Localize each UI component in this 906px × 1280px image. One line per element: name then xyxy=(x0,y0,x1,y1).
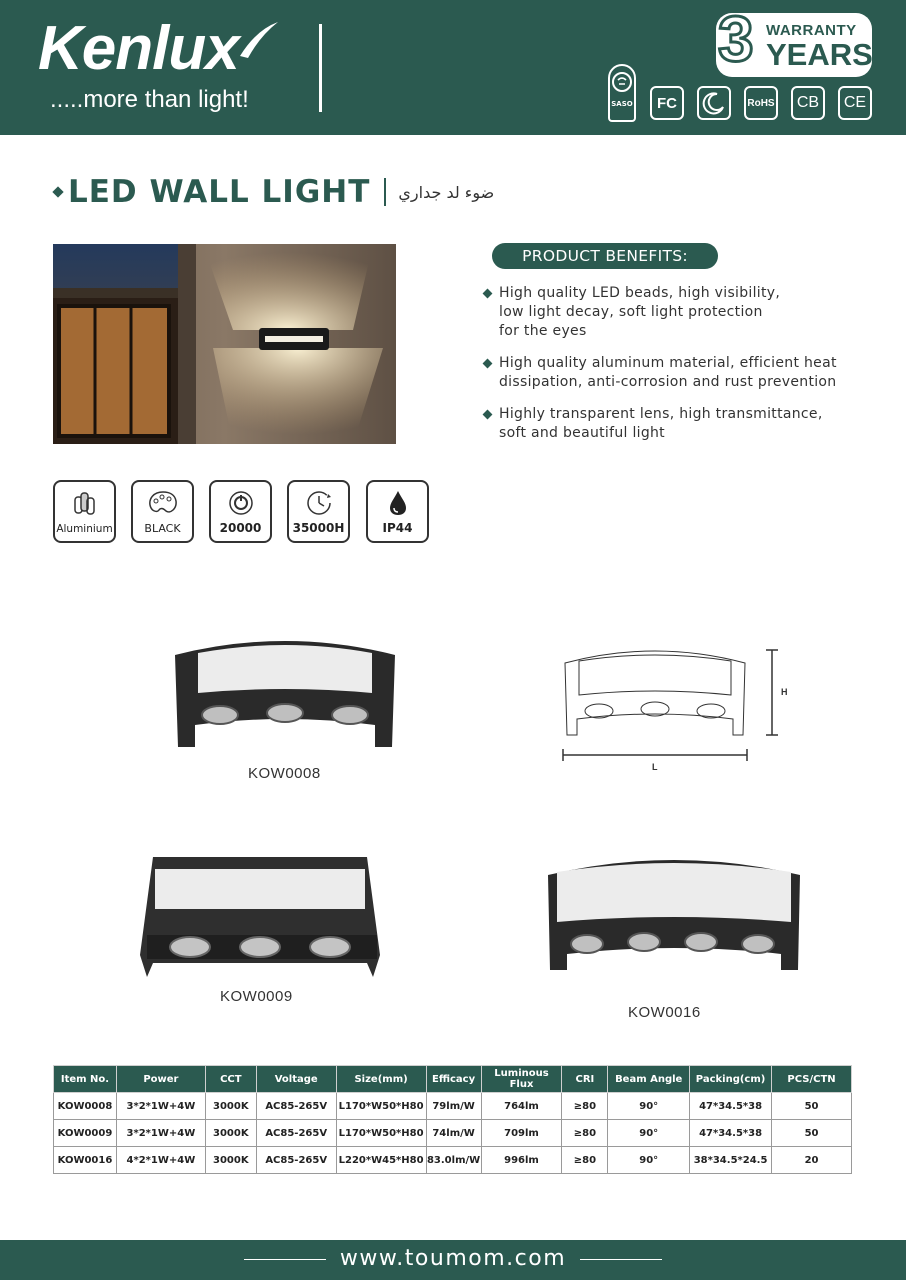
table-cell: 83.0lm/W xyxy=(426,1147,481,1174)
title-separator xyxy=(384,178,386,206)
brand-tagline: .....more than light! xyxy=(50,86,249,113)
table-cell: 90° xyxy=(608,1147,690,1174)
table-cell: L170*W50*H80 xyxy=(336,1093,426,1120)
column-header: Luminous Flux xyxy=(481,1066,562,1093)
table-cell: AC85-265V xyxy=(256,1120,336,1147)
moon-cert-icon xyxy=(697,86,731,120)
dimension-drawing xyxy=(555,645,795,779)
table-cell: 4*2*1W+4W xyxy=(116,1147,205,1174)
water-drop-icon xyxy=(384,489,412,517)
feature-lifetime xyxy=(287,480,350,543)
column-header: Voltage xyxy=(256,1066,336,1093)
benefits-heading: PRODUCT BENEFITS: xyxy=(492,243,718,269)
product-label-kow0009: KOW0009 xyxy=(220,988,293,1005)
column-header: Item No. xyxy=(54,1066,117,1093)
table-cell: 38*34.5*24.5 xyxy=(690,1147,772,1174)
table-cell: KOW0016 xyxy=(54,1147,117,1174)
brand-logo: Kenlux xyxy=(38,14,239,83)
switch-cycles-icon xyxy=(227,489,255,517)
palette-icon xyxy=(147,489,179,517)
feature-label: 20000 xyxy=(219,521,262,535)
feature-switch-cycles xyxy=(209,480,272,543)
feature-ip-rating xyxy=(366,480,429,543)
footer-band xyxy=(0,1240,906,1280)
table-cell: KOW0008 xyxy=(54,1093,117,1120)
table-cell: AC85-265V xyxy=(256,1147,336,1174)
table-cell: 47*34.5*38 xyxy=(690,1120,772,1147)
column-header: PCS/CTN xyxy=(772,1066,852,1093)
header-divider xyxy=(319,24,322,112)
table-row xyxy=(54,1120,852,1147)
product-image-kow0008 xyxy=(170,635,400,754)
crescent-icon xyxy=(702,91,726,115)
dimension-label-h: H xyxy=(781,687,788,697)
benefit-line: High quality LED beads, high visibility, xyxy=(499,285,781,301)
table-cell: 3000K xyxy=(205,1120,256,1147)
feature-label: IP44 xyxy=(382,521,413,535)
table-cell: 90° xyxy=(608,1093,690,1120)
warranty-badge xyxy=(716,3,873,77)
footer-rule-right xyxy=(580,1259,662,1260)
table-cell: ≥80 xyxy=(562,1120,608,1147)
column-header: Beam Angle xyxy=(608,1066,690,1093)
table-row xyxy=(54,1147,852,1174)
product-title: LED WALL LIGHT xyxy=(68,174,371,210)
logo-swoosh-icon xyxy=(236,20,280,60)
table-cell: 3000K xyxy=(205,1147,256,1174)
column-header: Efficacy xyxy=(426,1066,481,1093)
feature-label: BLACK xyxy=(144,522,181,535)
benefit-item xyxy=(482,354,862,392)
benefit-item xyxy=(482,284,862,341)
table-cell: 79lm/W xyxy=(426,1093,481,1120)
feature-label: Aluminium xyxy=(56,523,113,535)
product-label-kow0016: KOW0016 xyxy=(628,1004,701,1021)
benefit-line: dissipation, anti-corrosion and rust prevention xyxy=(499,374,837,390)
table-cell: 50 xyxy=(772,1093,852,1120)
column-header: Size(mm) xyxy=(336,1066,426,1093)
saso-cert-badge xyxy=(608,64,636,122)
benefit-item xyxy=(482,405,862,443)
table-cell: 996lm xyxy=(481,1147,562,1174)
product-image-kow0016 xyxy=(543,850,805,979)
spec-table xyxy=(53,1065,852,1174)
clock-icon xyxy=(304,489,334,517)
feature-aluminium xyxy=(53,480,116,543)
benefit-line: low light decay, soft light protection xyxy=(499,304,763,320)
warranty-years: YEARS xyxy=(766,37,873,72)
feature-label: 35000H xyxy=(292,521,345,535)
footer-website-link[interactable]: www.toumom.com xyxy=(339,1246,567,1271)
table-cell: 90° xyxy=(608,1120,690,1147)
column-header: CRI xyxy=(562,1066,608,1093)
table-cell: 709lm xyxy=(481,1120,562,1147)
product-title-row xyxy=(54,174,494,210)
column-header: Power xyxy=(116,1066,205,1093)
table-cell: 3*2*1W+4W xyxy=(116,1120,205,1147)
aluminium-tubes-icon xyxy=(70,489,100,517)
benefits-list xyxy=(482,284,862,456)
dimension-label-l: L xyxy=(652,762,658,772)
table-cell: L170*W50*H80 xyxy=(336,1120,426,1147)
product-image-kow0009 xyxy=(135,855,385,984)
benefit-line: High quality aluminum material, efficient heat xyxy=(499,355,837,371)
table-cell: ≥80 xyxy=(562,1093,608,1120)
table-cell: ≥80 xyxy=(562,1147,608,1174)
table-row xyxy=(54,1093,852,1120)
benefit-line: Highly transparent lens, high transmittance, xyxy=(499,406,823,422)
cb-cert-icon: CB xyxy=(791,86,825,120)
header-band xyxy=(0,0,906,135)
warranty-word: WARRANTY xyxy=(766,22,857,39)
table-cell: AC85-265V xyxy=(256,1093,336,1120)
table-header-row xyxy=(54,1066,852,1093)
table-cell: 764lm xyxy=(481,1093,562,1120)
table-cell: KOW0009 xyxy=(54,1120,117,1147)
product-lifestyle-photo xyxy=(53,244,396,444)
table-cell: L220*W45*H80 xyxy=(336,1147,426,1174)
rohs-cert-icon: RoHS xyxy=(744,86,778,120)
product-label-kow0008: KOW0008 xyxy=(248,765,321,782)
table-cell: 47*34.5*38 xyxy=(690,1093,772,1120)
table-cell: 20 xyxy=(772,1147,852,1174)
saso-label: SASO xyxy=(611,100,633,108)
benefit-line: soft and beautiful light xyxy=(499,425,665,441)
column-header: Packing(cm) xyxy=(690,1066,772,1093)
column-header: CCT xyxy=(205,1066,256,1093)
ce-cert-icon: CE xyxy=(838,86,872,120)
fc-cert-icon: FC xyxy=(650,86,684,120)
benefit-line: for the eyes xyxy=(499,323,587,339)
diamond-bullet-icon xyxy=(52,186,63,197)
saso-mark-icon xyxy=(610,70,634,96)
table-cell: 3*2*1W+4W xyxy=(116,1093,205,1120)
feature-color xyxy=(131,480,194,543)
table-cell: 50 xyxy=(772,1120,852,1147)
table-cell: 3000K xyxy=(205,1093,256,1120)
warranty-number: 3 xyxy=(718,3,754,75)
table-cell: 74lm/W xyxy=(426,1120,481,1147)
product-title-arabic: ضوء لد جداري xyxy=(398,182,495,202)
